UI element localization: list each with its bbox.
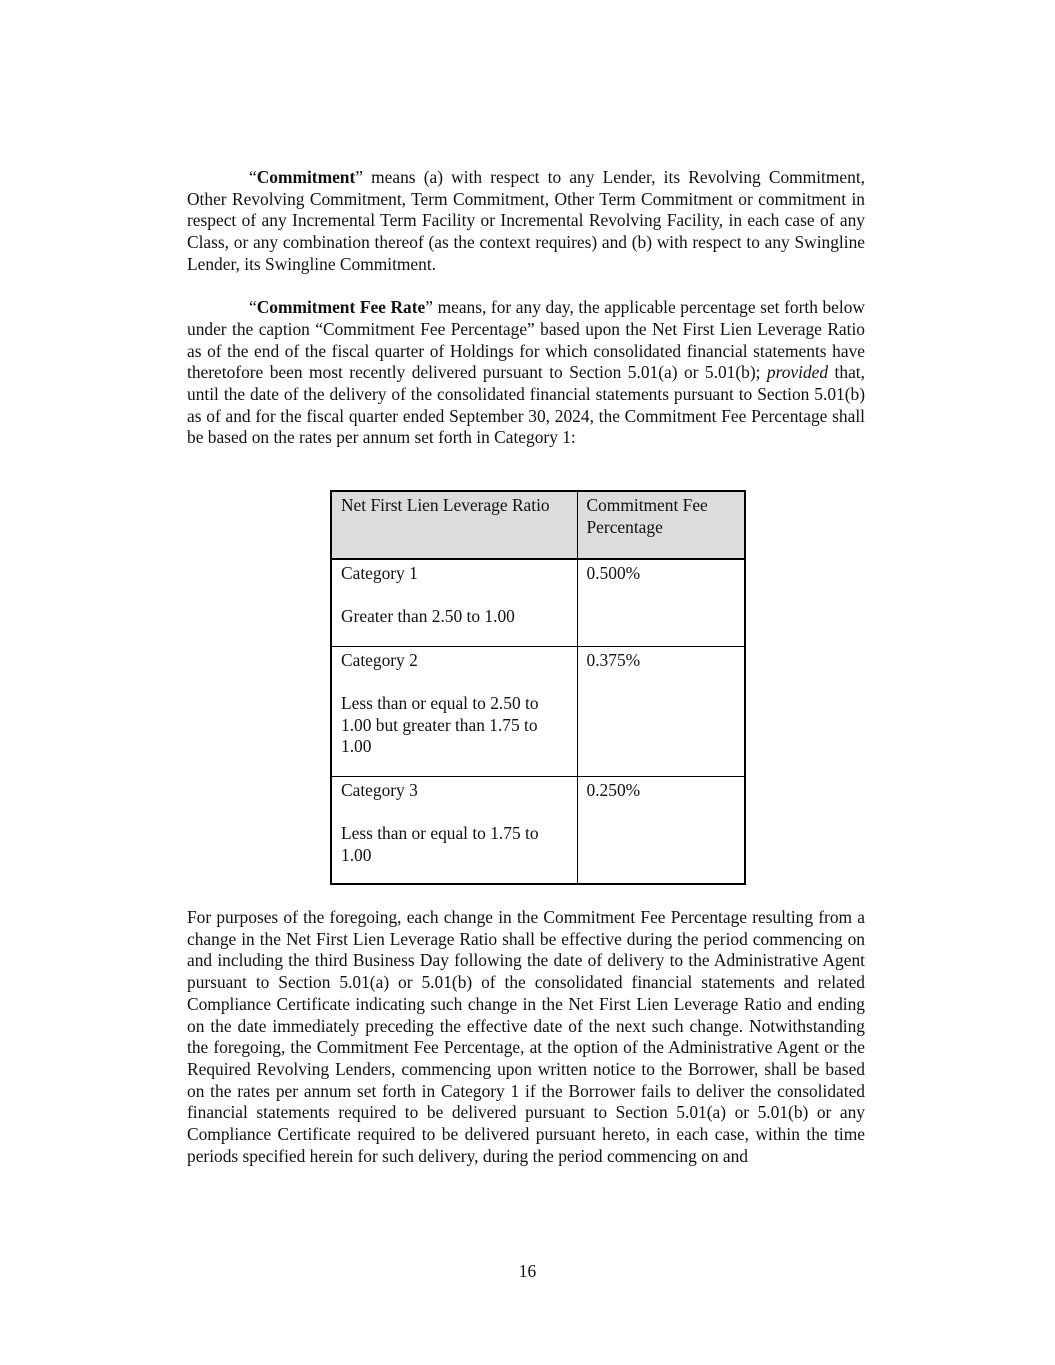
- header-leverage-ratio: Net First Lien Leverage Ratio: [331, 491, 577, 559]
- ratio-cell: [331, 559, 577, 646]
- open-quote: “: [249, 167, 257, 187]
- commitment-fee-table: [330, 490, 746, 885]
- fee-cell: 0.375%: [577, 646, 745, 776]
- category-description: Less than or equal to 2.50 to 1.00 but greater than 1.75 to 1.00: [341, 692, 539, 757]
- table-row: [331, 776, 745, 884]
- definition-fee-rate-text-2: that, until the date of the delivery of the consolidated financial statements pursuant to Section 5.01(b) as of and for the fiscal quarter ended September 30, 2024, the Commitment Fee Percentage shall be based on the rates per annum set forth in Category 1:: [187, 362, 865, 448]
- fee-cell: 0.500%: [577, 559, 745, 646]
- document-body: [187, 167, 865, 449]
- fee-cell: 0.250%: [577, 776, 745, 884]
- category-description: Greater than 2.50 to 1.00: [341, 606, 515, 627]
- definition-commitment-text: ” means (a) with respect to any Lender, its Revolving Commitment, Other Revolving Commitment, Term Commitment, Other Term Commitment or commitment in respect of any Incremental Term Facility or Incremental Revolving Facility, in each case of any Class, or any combination thereof (as the context requires) and (b) with respect to any Swingline Lender, its Swingline Commitment.: [187, 167, 865, 274]
- defined-term-commitment: Commitment: [256, 167, 356, 187]
- page-number: 16: [518, 1261, 537, 1281]
- definition-commitment: [187, 167, 865, 276]
- category-name: Category 1: [341, 563, 418, 583]
- open-quote: “: [249, 297, 257, 318]
- definition-fee-rate-text-1: ” means, for any day, the applicable percentage set forth below under the caption “Commitment Fee Percentage” based upon the Net First Lien Leverage Ratio as of the end of the fiscal quarter of Holdings for which consolidated financial statements have theretofore been most recently delivered pursuant to Section 5.01(a) or 5.01(b);: [187, 297, 865, 383]
- category-description: Less than or equal to 1.75 to 1.00: [341, 822, 539, 865]
- ratio-cell: [331, 646, 577, 776]
- header-fee-percentage: Commitment Fee Percentage: [577, 491, 745, 559]
- following-section: [187, 907, 865, 1167]
- defined-term-commitment-fee-rate: Commitment Fee Rate: [256, 297, 426, 318]
- ratio-cell: [331, 776, 577, 884]
- table-header-row: [331, 491, 745, 559]
- following-paragraph: For purposes of the foregoing, each change in the Commitment Fee Percentage resulting from a change in the Net First Lien Leverage Ratio shall be effective during the period commencing on and including the third Business Day following the date of delivery to the Administrative Agent pursuant to Section 5.01(a) or 5.01(b) of the consolidated financial statements and related Compliance Certificate indicating such change in the Net First Lien Leverage Ratio and ending on the date immediately preceding the effective date of the next such change. Notwithstanding the foregoing, the Commitment Fee Percentage, at the option of the Administrative Agent or the Required Revolving Lenders, commencing upon written notice to the Borrower, shall be based on the rates per annum set forth in Category 1 if the Borrower fails to deliver the consolidated financial statements required to be delivered pursuant to Section 5.01(a) or 5.01(b) or any Compliance Certificate required to be delivered pursuant hereto, in each case, within the time periods specified herein for such delivery, during the period commencing on and: [187, 907, 865, 1166]
- table-row: [331, 559, 745, 646]
- category-name: Category 3: [341, 779, 418, 800]
- table-row: [331, 646, 745, 776]
- provided-word: provided: [766, 362, 829, 383]
- definition-commitment-fee-rate: [187, 297, 865, 449]
- category-name: Category 2: [341, 649, 418, 670]
